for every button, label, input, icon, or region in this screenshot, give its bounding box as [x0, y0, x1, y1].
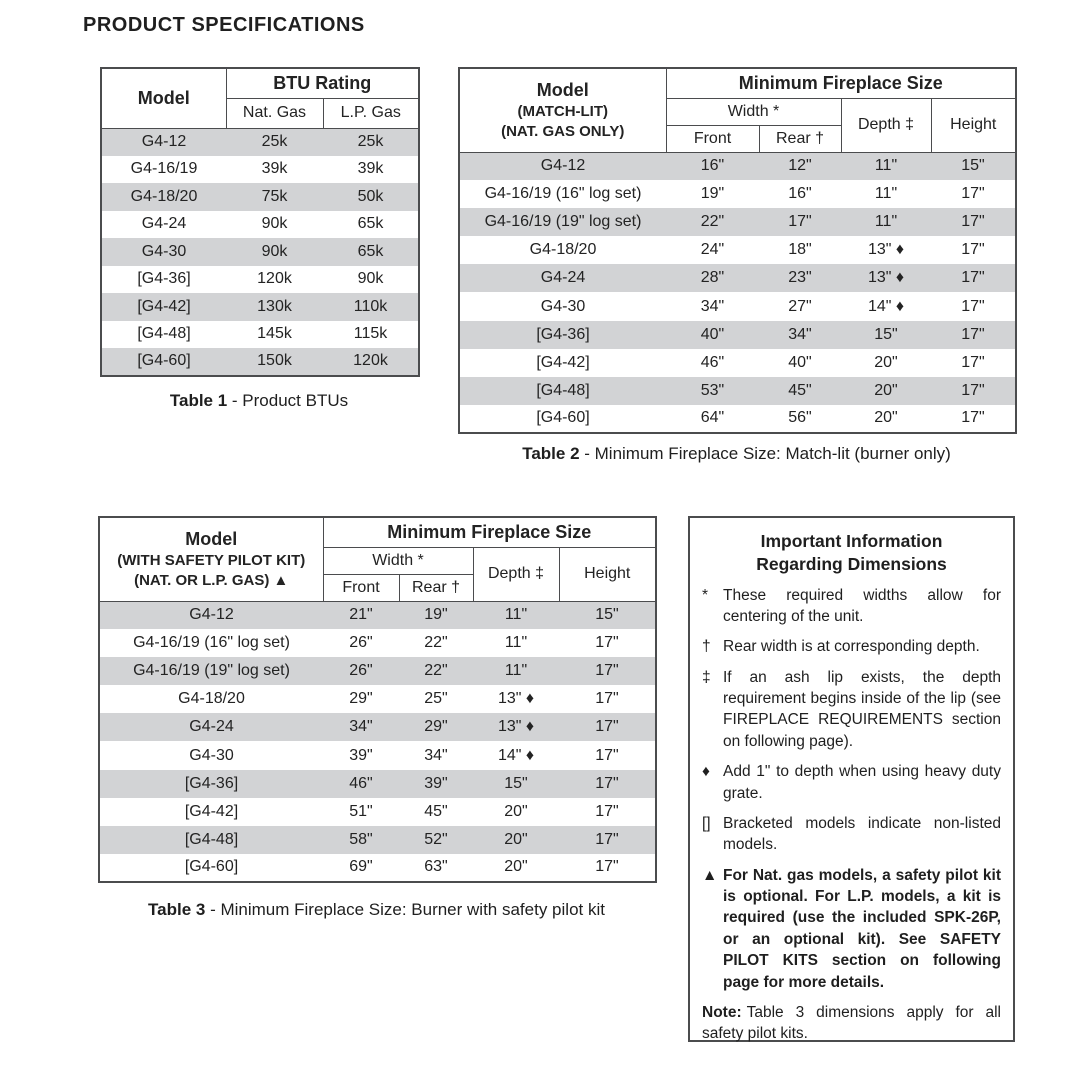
info-notes-list: [702, 585, 1001, 1045]
table-cell: 21": [349, 606, 373, 624]
note-text: For Nat. gas models, a safety pilot kit is optional. For L.P. models, a kit is required (use the included SPK-26P, or an optional kit). See SAFETY PILOT KITS section on following page for more details.: [723, 866, 1001, 991]
table-cell: 46": [349, 774, 373, 792]
column-header-model-matchlit: [459, 68, 666, 152]
note-marker: []: [702, 814, 711, 832]
model-header-line3: (NAT. OR L.P. GAS) ▲: [134, 571, 289, 589]
table-cell: 27": [788, 297, 812, 315]
table-cell: 51": [349, 802, 373, 820]
safety-pilot-fireplace-size-table: [98, 516, 657, 883]
table3-caption: [98, 900, 655, 920]
table-cell: 13" ♦: [867, 241, 905, 259]
info-note-item: [702, 636, 1001, 657]
table-row: [99, 713, 656, 741]
table-row: [99, 770, 656, 798]
table-cell: G4-24: [141, 215, 187, 233]
note-marker: †: [702, 638, 711, 656]
table-cell: [G4-48]: [184, 830, 239, 848]
table-cell: 28": [700, 269, 725, 287]
table-cell: [G4-60]: [184, 858, 239, 876]
table-cell: 17": [961, 241, 985, 259]
table-cell: 17": [595, 746, 619, 764]
table-cell: [G4-42]: [536, 353, 590, 371]
table-cell: 15": [595, 606, 619, 624]
table-cell: 17": [961, 269, 985, 287]
table-cell: 20": [874, 381, 898, 399]
table-cell: 17": [595, 718, 619, 736]
table-row: [99, 741, 656, 769]
table1-caption-text: - Product BTUs: [227, 391, 349, 410]
model-header-line2: (MATCH-LIT): [517, 103, 609, 121]
table-cell: 25k: [357, 133, 384, 150]
note-text: Bracketed models indicate non-listed models.: [723, 814, 1001, 854]
table-cell: G4-16/19 (16" log set): [484, 185, 642, 203]
note-text: Rear width is at corresponding depth.: [723, 638, 980, 656]
table-cell: G4-12: [141, 133, 187, 150]
table-cell: 11": [874, 185, 898, 203]
table-cell: 110k: [353, 297, 388, 315]
info-note-item: [702, 585, 1001, 628]
note-text: If an ash lip exists, the depth requirement begins inside of the lip (see FIREPLACE REQUIREMENTS section on following page).: [723, 668, 1001, 750]
note-text: Table 3 dimensions apply for all safety pilot kits.: [702, 1003, 1001, 1043]
table-cell: 25": [424, 690, 448, 708]
table-row: [101, 183, 419, 211]
safety-pilot-table-body: [99, 601, 656, 882]
column-header-front: Front: [323, 574, 399, 601]
table-row: [99, 657, 656, 685]
page-title: PRODUCT SPECIFICATIONS: [83, 14, 365, 36]
table-cell: 52": [424, 830, 448, 848]
table-cell: 17": [961, 185, 985, 203]
table-cell: G4-12: [189, 606, 234, 624]
table-cell: 34": [349, 718, 373, 736]
table-row: [459, 292, 1016, 320]
table-cell: 34": [788, 325, 812, 343]
table-cell: 20": [504, 830, 528, 848]
info-note-item: [702, 667, 1001, 753]
table-cell: 17": [595, 690, 619, 708]
table-cell: 150k: [257, 352, 292, 370]
table-cell: [G4-60]: [137, 352, 191, 370]
table-row: [459, 264, 1016, 292]
table-cell: G4-18/20: [178, 690, 245, 708]
table-cell: 26": [349, 634, 373, 652]
table-cell: 50k: [357, 187, 384, 205]
column-header-lp-gas: L.P. Gas: [323, 98, 419, 128]
table-cell: 40": [700, 325, 725, 343]
table-cell: 26": [349, 662, 373, 680]
matchlit-table-body: [459, 152, 1016, 433]
table-row: [101, 128, 419, 156]
table-row: [459, 208, 1016, 236]
table-row: [459, 180, 1016, 208]
column-header-min-fireplace-size: Minimum Fireplace Size: [323, 517, 656, 547]
table-cell: 16": [700, 157, 725, 175]
table-cell: 13" ♦: [497, 690, 535, 708]
table3-caption-label: Table 3: [148, 900, 206, 919]
table-cell: 16": [788, 185, 812, 203]
table-cell: 20": [504, 858, 528, 876]
table-cell: 120k: [257, 270, 292, 288]
table-row: [99, 685, 656, 713]
table-cell: G4-30: [189, 746, 234, 764]
table-cell: 15": [961, 157, 985, 175]
table-cell: 17": [961, 213, 985, 231]
table-cell: G4-16/19: [130, 160, 198, 178]
column-header-width: Width *: [666, 98, 841, 125]
table-cell: 17": [788, 213, 812, 231]
info-note-item: [702, 761, 1001, 804]
table-cell: G4-30: [540, 297, 586, 315]
table-cell: 19": [424, 606, 448, 624]
table-cell: 11": [504, 634, 528, 652]
table-cell: 69": [349, 858, 373, 876]
table-cell: 22": [424, 634, 448, 652]
important-information-box: [688, 516, 1015, 1042]
table-cell: 20": [504, 802, 528, 820]
table-cell: 45": [788, 381, 812, 399]
column-header-width: Width *: [323, 547, 473, 574]
table-cell: 18": [788, 241, 812, 259]
column-header-rear: Rear †: [759, 125, 841, 152]
table-row: [101, 238, 419, 266]
table-cell: 130k: [257, 297, 292, 315]
info-note-item: [702, 1002, 1001, 1045]
table-cell: 90k: [357, 270, 384, 288]
model-header-line1: Model: [536, 80, 589, 101]
table2-caption: [458, 444, 1015, 464]
table-cell: 22": [700, 213, 725, 231]
table-cell: 17": [961, 297, 985, 315]
table1-caption: [100, 391, 418, 411]
info-note-item: [702, 865, 1001, 993]
model-header-line3: (NAT. GAS ONLY): [501, 122, 625, 140]
table-row: [99, 798, 656, 826]
table-cell: 39k: [357, 160, 384, 178]
table-cell: G4-24: [540, 269, 586, 287]
table-cell: 11": [874, 157, 898, 175]
table-cell: [G4-48]: [137, 325, 191, 343]
table-row: [101, 293, 419, 321]
table-cell: 17": [595, 802, 619, 820]
table-row: [459, 152, 1016, 180]
table-row: [459, 377, 1016, 405]
column-header-depth: Depth ‡: [841, 98, 931, 152]
table-cell: 12": [788, 157, 812, 175]
note-marker: ‡: [702, 668, 711, 686]
table-cell: 17": [595, 634, 619, 652]
table-cell: 64": [700, 409, 725, 427]
column-header-rear: Rear †: [399, 574, 473, 601]
table-cell: 34": [700, 297, 725, 315]
note-text: These required widths allow for centering of the unit.: [723, 586, 1001, 625]
column-header-height: Height: [931, 98, 1016, 152]
table1-caption-label: Table 1: [169, 391, 228, 410]
table-cell: [G4-48]: [536, 381, 590, 399]
table-cell: G4-18/20: [529, 241, 597, 259]
table-cell: 40": [788, 353, 812, 371]
table-cell: [G4-36]: [536, 325, 590, 343]
note-marker: Note:: [702, 1003, 742, 1021]
table-row: [101, 321, 419, 349]
table-cell: 17": [961, 325, 985, 343]
column-header-model: Model: [101, 68, 226, 128]
table-cell: G4-12: [540, 157, 586, 175]
table-row: [99, 601, 656, 629]
table-cell: 11": [504, 606, 528, 624]
note-marker: ♦: [702, 763, 710, 781]
table-cell: 115k: [353, 325, 388, 343]
table-cell: 19": [700, 185, 725, 203]
table-cell: 15": [504, 774, 528, 792]
model-header-line2: (WITH SAFETY PILOT KIT): [117, 552, 306, 570]
table-cell: 13" ♦: [497, 718, 535, 736]
table-cell: 45": [424, 802, 448, 820]
table-cell: 63": [424, 858, 448, 876]
table-cell: 22": [424, 662, 448, 680]
matchlit-fireplace-size-table: [458, 67, 1017, 434]
table-row: [101, 156, 419, 184]
table-cell: 24": [700, 241, 725, 259]
table-cell: 75k: [261, 187, 288, 205]
table-cell: G4-16/19 (16" log set): [133, 634, 290, 652]
table-cell: 17": [961, 409, 985, 427]
table-row: [459, 405, 1016, 433]
table-row: [459, 321, 1016, 349]
table-cell: 29": [424, 718, 448, 736]
note-text: Add 1" to depth when using heavy duty grate.: [723, 763, 1001, 802]
table-row: [459, 236, 1016, 264]
table-cell: [G4-36]: [184, 774, 239, 792]
table-cell: 46": [700, 353, 725, 371]
table-cell: 14" ♦: [867, 297, 905, 315]
btu-rating-table: [100, 67, 420, 377]
table-cell: 39k: [261, 160, 288, 178]
table-cell: 34": [424, 746, 448, 764]
table-cell: 17": [961, 353, 985, 371]
column-header-model-safety-pilot: [99, 517, 323, 601]
table-cell: G4-16/19 (19" log set): [484, 213, 642, 231]
table-cell: 29": [349, 690, 373, 708]
table-cell: 25k: [261, 133, 288, 150]
table-cell: 90k: [261, 215, 288, 233]
table-cell: 17": [595, 662, 619, 680]
column-header-min-fireplace-size: Minimum Fireplace Size: [666, 68, 1016, 98]
table2-caption-text: - Minimum Fireplace Size: Match-lit (burner only): [579, 444, 951, 463]
table-row: [99, 629, 656, 657]
table-cell: 58": [349, 830, 373, 848]
table-row: [99, 854, 656, 882]
table-cell: G4-16/19 (19" log set): [133, 662, 290, 680]
table-cell: 20": [874, 409, 898, 427]
table-cell: 39": [349, 746, 373, 764]
table-row: [459, 349, 1016, 377]
table-row: [99, 826, 656, 854]
info-title-line2: Regarding Dimensions: [756, 553, 947, 574]
info-note-item: [702, 813, 1001, 856]
column-header-height: Height: [559, 547, 656, 601]
table-cell: 90k: [261, 242, 288, 260]
table-cell: 15": [874, 325, 898, 343]
table-cell: [G4-36]: [137, 270, 191, 288]
table-cell: 145k: [257, 325, 292, 343]
table-cell: G4-24: [189, 718, 234, 736]
table-cell: 65k: [357, 215, 384, 233]
table-cell: 39": [424, 774, 448, 792]
table-cell: 120k: [353, 352, 388, 370]
column-header-depth: Depth ‡: [473, 547, 559, 601]
table-cell: 65k: [357, 242, 384, 260]
table-cell: [G4-42]: [184, 802, 239, 820]
table-cell: G4-30: [141, 242, 187, 260]
table-cell: 17": [961, 381, 985, 399]
column-header-btu-rating: BTU Rating: [226, 68, 419, 98]
table-cell: [G4-60]: [536, 409, 590, 427]
info-title-line1: Important Information: [760, 531, 943, 551]
table-cell: 17": [595, 858, 619, 876]
table-cell: 11": [504, 662, 528, 680]
table-row: [101, 211, 419, 239]
table-cell: 11": [874, 213, 898, 231]
table-cell: 56": [788, 409, 812, 427]
info-box-title: [702, 530, 1001, 576]
table-cell: G4-18/20: [130, 187, 198, 205]
note-marker: *: [702, 586, 709, 604]
table-cell: 17": [595, 774, 619, 792]
table-row: [101, 266, 419, 294]
table-cell: 53": [700, 381, 725, 399]
column-header-front: Front: [666, 125, 759, 152]
table-cell: [G4-42]: [137, 297, 191, 315]
table3-caption-text: - Minimum Fireplace Size: Burner with safety pilot kit: [205, 900, 605, 919]
table-cell: 13" ♦: [867, 269, 905, 287]
table-cell: 17": [595, 830, 619, 848]
btu-table-body: [101, 128, 419, 376]
note-marker: ▲: [702, 866, 718, 884]
model-header-line1: Model: [185, 529, 238, 550]
table2-caption-label: Table 2: [522, 444, 580, 463]
table-row: [101, 348, 419, 376]
table-cell: 14" ♦: [497, 746, 535, 764]
table-cell: 20": [874, 353, 898, 371]
table-cell: 23": [788, 269, 812, 287]
column-header-nat-gas: Nat. Gas: [226, 98, 323, 128]
